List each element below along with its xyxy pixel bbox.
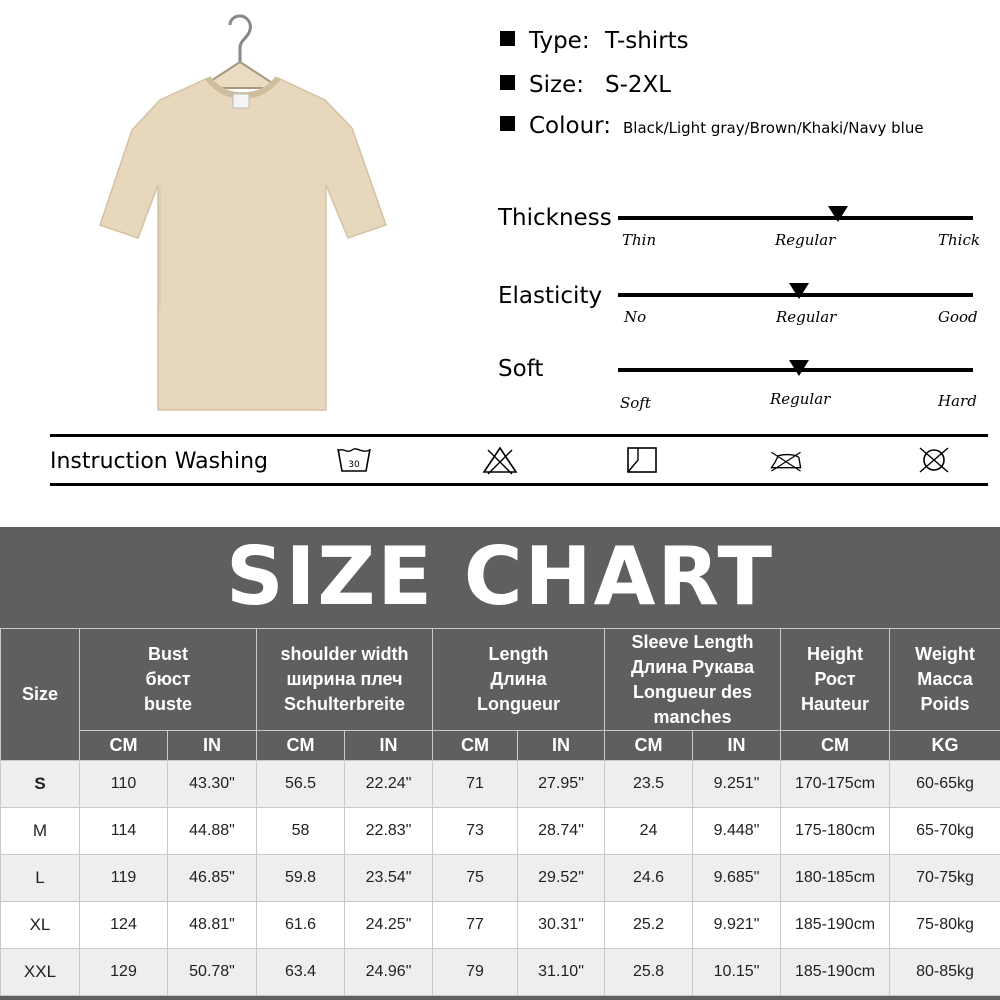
do-not-iron-icon (768, 445, 804, 475)
measurement-cell: 79 (433, 949, 518, 996)
thickness-min-label: Thin (622, 231, 657, 249)
measurement-cell: 9.921" (693, 902, 781, 949)
bust-header (80, 629, 257, 731)
measurement-cell: 175-180cm (781, 808, 890, 855)
measurement-cell: 29.52" (518, 855, 605, 902)
size-column-header: Size (1, 629, 80, 761)
weight-header-line: Weight (915, 644, 975, 664)
measurement-cell: 24 (605, 808, 693, 855)
measurement-cell: 185-190cm (781, 949, 890, 996)
unit-header: CM (433, 731, 518, 761)
thickness-label: Thickness (498, 205, 612, 231)
soft-max-label: Hard (938, 392, 977, 410)
length-header (433, 629, 605, 731)
unit-header: IN (168, 731, 257, 761)
spec-colour-label: Colour: (529, 113, 611, 139)
measurement-cell: 25.8 (605, 949, 693, 996)
size-label-cell: S (1, 761, 80, 808)
measurement-cell: 58 (257, 808, 345, 855)
measurement-cell: 50.78" (168, 949, 257, 996)
measurement-cell: 129 (80, 949, 168, 996)
length-header-line: Length (488, 644, 549, 664)
shoulder-width-header-line: Schulterbreite (283, 694, 406, 714)
height-header-line: Рост (814, 669, 856, 689)
elasticity-label: Elasticity (498, 283, 603, 309)
measurement-cell: 60-65kg (890, 761, 1000, 808)
size-row (1, 855, 1000, 902)
bust-header-line: Bust (148, 644, 188, 664)
unit-header: CM (605, 731, 693, 761)
size-label-cell: XXL (1, 949, 80, 996)
unit-header: CM (781, 731, 890, 761)
measurement-cell: 44.88" (168, 808, 257, 855)
measurement-cell: 24.6 (605, 855, 693, 902)
unit-header: CM (80, 731, 168, 761)
measurement-cell: 185-190cm (781, 902, 890, 949)
height-header-line: Hauteur (801, 694, 870, 714)
bust-header-line: buste (144, 694, 193, 714)
unit-header: IN (345, 731, 433, 761)
measurement-cell: 73 (433, 808, 518, 855)
product-image (90, 10, 400, 415)
tshirt-on-hanger-icon (90, 10, 400, 415)
spec-size-value: S-2XL (605, 72, 672, 98)
shoulder-width-header-line: shoulder width (280, 644, 409, 664)
wash-30-icon (336, 445, 372, 475)
unit-header: IN (693, 731, 781, 761)
length-header-line: Longueur (477, 694, 561, 714)
soft-marker (789, 360, 809, 376)
length-header-line: Длина (490, 669, 547, 689)
thickness-mid-label: Regular (775, 231, 836, 249)
bust-header-line: бюст (145, 669, 191, 689)
soft-label: Soft (498, 356, 544, 382)
measurement-cell: 31.10" (518, 949, 605, 996)
elasticity-min-label: No (624, 308, 647, 326)
do-not-bleach-icon (482, 445, 518, 475)
bullet-icon (500, 75, 515, 90)
measurement-cell: 75-80kg (890, 902, 1000, 949)
measurement-cell: 77 (433, 902, 518, 949)
measurement-cell: 46.85" (168, 855, 257, 902)
weight-header-line: Poids (920, 694, 970, 714)
measurement-cell: 24.96" (345, 949, 433, 996)
spec-colour-value: Black/Light gray/Brown/Khaki/Navy blue (623, 119, 924, 137)
measurement-cell: 22.24" (345, 761, 433, 808)
dry-flat-icon (624, 445, 660, 475)
measurement-cell: 23.5 (605, 761, 693, 808)
sleeve-length-header-line: manches (653, 706, 732, 727)
weight-header (890, 629, 1000, 731)
height-header (781, 629, 890, 731)
measurement-cell: 48.81" (168, 902, 257, 949)
measurement-cell: 80-85kg (890, 949, 1000, 996)
thickness-max-label: Thick (938, 231, 980, 249)
measurement-cell: 114 (80, 808, 168, 855)
spec-type-value: T-shirts (605, 28, 689, 54)
measurement-cell: 28.74" (518, 808, 605, 855)
bullet-icon (500, 116, 515, 131)
weight-header-line: Масса (917, 669, 973, 689)
measurement-cell: 59.8 (257, 855, 345, 902)
spec-colour (500, 113, 924, 139)
elasticity-max-label: Good (938, 308, 978, 326)
measurement-cell: 119 (80, 855, 168, 902)
shoulder-width-header-line: ширина плеч (286, 669, 403, 689)
size-label-cell: XL (1, 902, 80, 949)
measurement-cell: 170-175cm (781, 761, 890, 808)
soft-scale (498, 356, 978, 416)
measurement-cell: 124 (80, 902, 168, 949)
washing-instructions (50, 434, 988, 486)
elasticity-mid-label: Regular (776, 308, 837, 326)
spec-size-label: Size: (529, 72, 584, 98)
thickness-marker (828, 206, 848, 222)
size-label-cell: L (1, 855, 80, 902)
measurement-cell: 22.83" (345, 808, 433, 855)
size-row (1, 761, 1000, 808)
spec-type-label: Type: (529, 28, 590, 54)
measurement-cell: 43.30" (168, 761, 257, 808)
size-chart (0, 527, 1000, 1000)
size-row (1, 949, 1000, 996)
size-label-cell: M (1, 808, 80, 855)
measurement-cell: 30.31" (518, 902, 605, 949)
measurement-cell: 23.54" (345, 855, 433, 902)
measurement-cell: 56.5 (257, 761, 345, 808)
measurement-cell: 9.448" (693, 808, 781, 855)
height-header-line: Height (807, 644, 864, 664)
measurement-cell: 180-185cm (781, 855, 890, 902)
sleeve-length-header (605, 629, 781, 731)
thickness-track (618, 216, 973, 220)
measurement-cell: 110 (80, 761, 168, 808)
measurement-cell: 75 (433, 855, 518, 902)
measurement-cell: 27.95" (518, 761, 605, 808)
sleeve-length-header-line: Longueur des (633, 681, 753, 702)
measurement-cell: 25.2 (605, 902, 693, 949)
bullet-icon (500, 31, 515, 46)
size-row (1, 808, 1000, 855)
unit-header: CM (257, 731, 345, 761)
measurement-cell: 9.251" (693, 761, 781, 808)
soft-min-label: Soft (620, 394, 651, 412)
do-not-dry-clean-icon (916, 445, 952, 475)
elasticity-scale (498, 283, 978, 343)
elasticity-marker (789, 283, 809, 299)
measurement-cell: 9.685" (693, 855, 781, 902)
sleeve-length-header-line: Sleeve Length (631, 631, 754, 652)
measurement-cell: 24.25" (345, 902, 433, 949)
measurement-cell: 71 (433, 761, 518, 808)
thickness-scale (498, 205, 978, 265)
size-table (0, 628, 1000, 996)
spec-size (500, 72, 671, 98)
size-chart-title: SIZE CHART (225, 530, 775, 623)
washing-title: Instruction Washing (50, 449, 268, 474)
measurement-cell: 65-70kg (890, 808, 1000, 855)
measurement-cell: 70-75kg (890, 855, 1000, 902)
measurement-cell: 63.4 (257, 949, 345, 996)
wash-temp-text: 30 (348, 460, 360, 470)
spec-type (500, 28, 689, 54)
unit-header: IN (518, 731, 605, 761)
soft-mid-label: Regular (770, 390, 831, 408)
measurement-cell: 10.15" (693, 949, 781, 996)
shoulder-width-header (257, 629, 433, 731)
sleeve-length-header-line: Длина Рукава (630, 656, 755, 677)
unit-header: KG (890, 731, 1000, 761)
measurement-cell: 61.6 (257, 902, 345, 949)
size-row (1, 902, 1000, 949)
